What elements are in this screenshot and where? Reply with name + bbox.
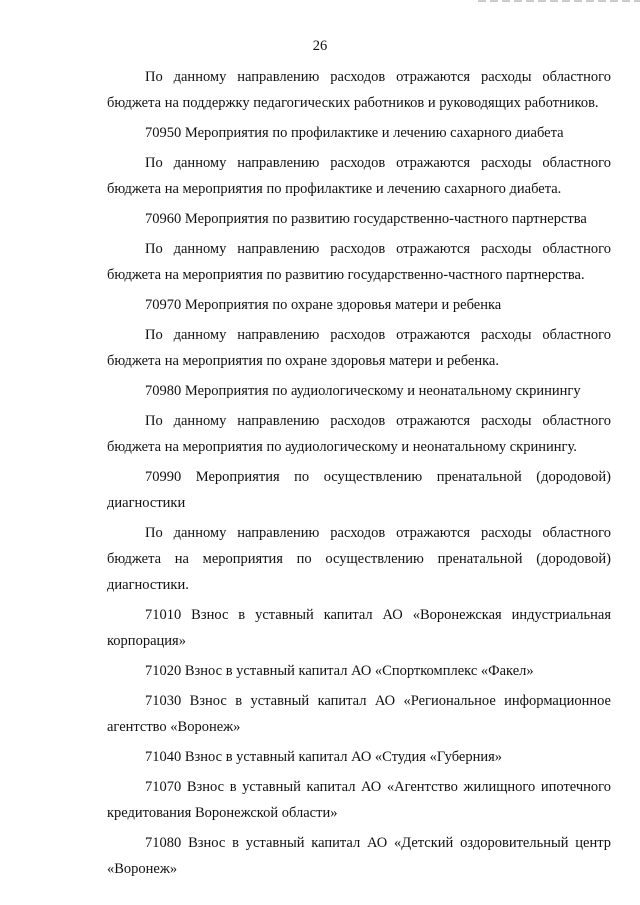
paragraph: По данному направлению расходов отражаются расходы областного бюджета на поддержку педагогических работников и руководящих работников. <box>107 69 611 111</box>
scan-artifact-line <box>478 0 640 2</box>
section-heading: 70970 Мероприятия по охране здоровья матери и ребенка <box>145 297 502 313</box>
paragraph: По данному направлению расходов отражаются расходы областного бюджета на мероприятия по осуществлению пренатальной (дородовой) диагностики. <box>107 525 611 593</box>
page-number: 26 <box>312 38 328 54</box>
section-heading: 70980 Мероприятия по аудиологическому и неонатальному скринингу <box>145 383 581 399</box>
section-heading: 71030 Взнос в уставный капитал АО «Региональное информационное агентство «Воронеж» <box>107 693 611 735</box>
section-heading: 71080 Взнос в уставный капитал АО «Детский оздоровительный центр «Воронеж» <box>107 835 611 877</box>
paragraph: По данному направлению расходов отражаются расходы областного бюджета на мероприятия по развитию государственно-частного партнерства. <box>107 241 611 283</box>
paragraph: По данному направлению расходов отражаются расходы областного бюджета на мероприятия по охране здоровья матери и ребенка. <box>107 327 611 369</box>
paragraph: По данному направлению расходов отражаются расходы областного бюджета на мероприятия по профилактике и лечению сахарного диабета. <box>107 155 611 197</box>
section-heading: 71070 Взнос в уставный капитал АО «Агентство жилищного ипотечного кредитования Воронежской области» <box>107 779 611 821</box>
document-body <box>107 64 611 886</box>
section-heading: 71020 Взнос в уставный капитал АО «Спорткомплекс «Факел» <box>145 663 534 679</box>
section-heading: 71040 Взнос в уставный капитал АО «Студия «Губерния» <box>145 749 503 765</box>
section-heading: 71010 Взнос в уставный капитал АО «Воронежская индустриальная корпорация» <box>107 607 611 649</box>
section-heading: 70950 Мероприятия по профилактике и лечению сахарного диабета <box>145 125 564 141</box>
section-heading: 70960 Мероприятия по развитию государственно-частного партнерства <box>145 211 587 227</box>
paragraph: По данному направлению расходов отражаются расходы областного бюджета на мероприятия по аудиологическому и неонатальному скринингу. <box>107 413 611 455</box>
section-heading: 70990 Мероприятия по осуществлению пренатальной (дородовой) диагностики <box>107 469 611 511</box>
